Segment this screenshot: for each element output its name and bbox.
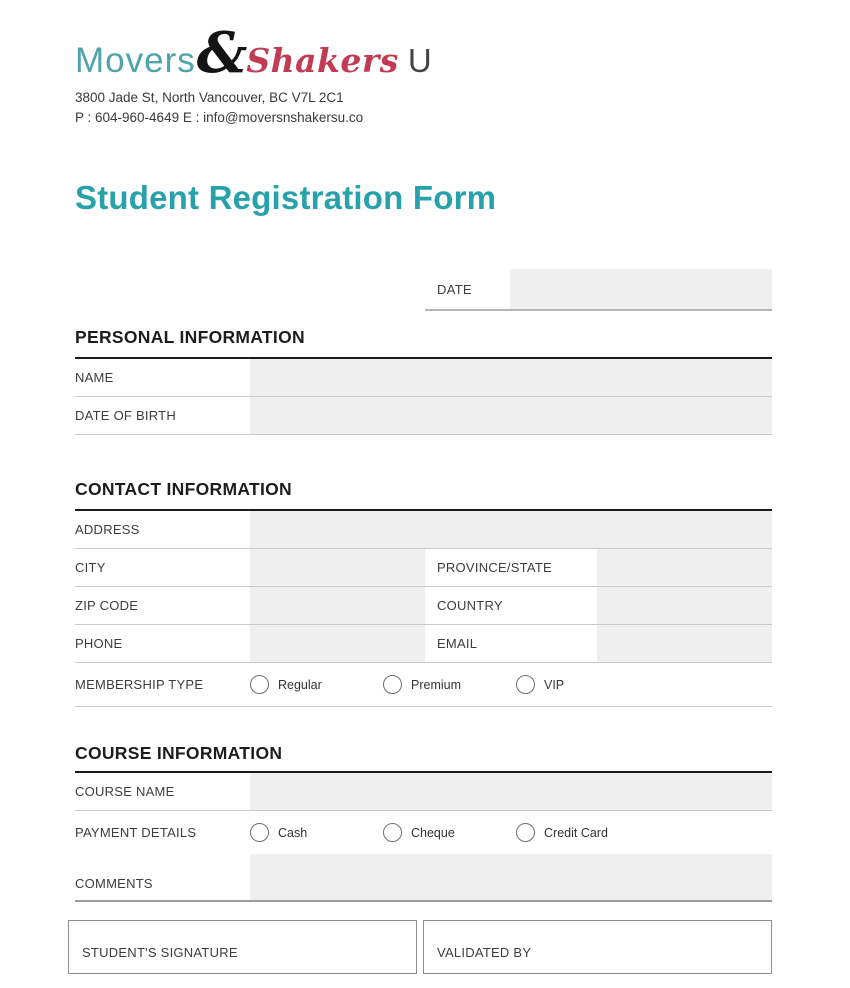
date-of-birth-input[interactable] bbox=[250, 397, 772, 434]
name-input[interactable] bbox=[250, 359, 772, 396]
regular-radio[interactable] bbox=[250, 675, 269, 694]
zip-code-label: ZIP CODE bbox=[75, 598, 139, 614]
logo-u-text: U bbox=[407, 42, 432, 79]
address-line-2: P : 604-960-4649 E : info@moversnshakersu.co bbox=[75, 109, 364, 125]
payment-option-cash bbox=[250, 811, 383, 854]
cheque-radio[interactable] bbox=[383, 823, 402, 842]
course-name-label: COURSE NAME bbox=[75, 784, 175, 800]
premium-radio[interactable] bbox=[383, 675, 402, 694]
course-information-section bbox=[75, 743, 772, 902]
logo-movers-text: Movers bbox=[75, 41, 196, 80]
page-content bbox=[75, 0, 772, 974]
city-input[interactable] bbox=[250, 549, 425, 586]
validated-by-box[interactable] bbox=[423, 920, 772, 974]
email-label: EMAIL bbox=[437, 636, 478, 652]
date-input[interactable] bbox=[510, 269, 772, 309]
logo-ampersand: & bbox=[196, 20, 248, 86]
course-information-heading: COURSE INFORMATION bbox=[75, 743, 283, 764]
email-input[interactable] bbox=[597, 625, 772, 662]
membership-option-regular bbox=[250, 663, 383, 706]
table-row bbox=[75, 397, 772, 435]
address-line-1: 3800 Jade St, North Vancouver, BC V7L 2C1 bbox=[75, 90, 344, 105]
province-state-label: PROVINCE/STATE bbox=[437, 560, 552, 576]
address-input[interactable] bbox=[250, 511, 772, 548]
table-row bbox=[75, 773, 772, 811]
credit-card-radio-label: Credit Card bbox=[544, 825, 608, 840]
course-information-rows bbox=[75, 771, 772, 902]
payment-details-label: PAYMENT DETAILS bbox=[75, 825, 197, 841]
cash-radio-label: Cash bbox=[278, 825, 308, 840]
zip-code-input[interactable] bbox=[250, 587, 425, 624]
contact-information-section bbox=[75, 479, 772, 707]
contact-information-rows bbox=[75, 509, 772, 707]
membership-type-row bbox=[75, 663, 772, 707]
address-label: ADDRESS bbox=[75, 522, 140, 538]
cash-radio[interactable] bbox=[250, 823, 269, 842]
logo-shakers-text: Shakers bbox=[246, 41, 399, 80]
table-row bbox=[75, 587, 772, 625]
vip-radio-label: VIP bbox=[544, 677, 565, 692]
page-title: Student Registration Form bbox=[75, 179, 497, 217]
signature-row bbox=[68, 920, 772, 974]
phone-input[interactable] bbox=[250, 625, 425, 662]
students-signature-label: STUDENT'S SIGNATURE bbox=[82, 945, 238, 961]
date-of-birth-label: DATE OF BIRTH bbox=[75, 408, 176, 424]
country-label: COUNTRY bbox=[437, 598, 503, 614]
cheque-radio-label: Cheque bbox=[411, 825, 455, 840]
credit-card-radio[interactable] bbox=[516, 823, 535, 842]
personal-information-section bbox=[75, 327, 772, 435]
date-label: DATE bbox=[437, 281, 472, 297]
personal-information-rows bbox=[75, 357, 772, 435]
personal-information-heading: PERSONAL INFORMATION bbox=[75, 327, 305, 348]
phone-label: PHONE bbox=[75, 636, 123, 652]
payment-option-credit-card bbox=[516, 811, 649, 854]
membership-option-vip bbox=[516, 663, 649, 706]
vip-radio[interactable] bbox=[516, 675, 535, 694]
membership-type-label: MEMBERSHIP TYPE bbox=[75, 677, 204, 693]
logo bbox=[75, 20, 772, 86]
table-row bbox=[75, 511, 772, 549]
comments-input[interactable] bbox=[250, 854, 772, 900]
table-row bbox=[75, 359, 772, 397]
country-input[interactable] bbox=[597, 587, 772, 624]
province-state-input[interactable] bbox=[597, 549, 772, 586]
table-row bbox=[75, 549, 772, 587]
premium-radio-label: Premium bbox=[411, 677, 462, 692]
table-row bbox=[75, 625, 772, 663]
regular-radio-label: Regular bbox=[278, 677, 322, 692]
students-signature-box[interactable] bbox=[68, 920, 417, 974]
comments-row bbox=[75, 854, 772, 902]
payment-details-row bbox=[75, 811, 772, 854]
city-label: CITY bbox=[75, 560, 106, 576]
name-label: NAME bbox=[75, 370, 114, 386]
payment-option-cheque bbox=[383, 811, 516, 854]
course-name-input[interactable] bbox=[250, 773, 772, 810]
date-row bbox=[425, 269, 772, 311]
company-address bbox=[75, 88, 772, 127]
membership-option-premium bbox=[383, 663, 516, 706]
comments-label: COMMENTS bbox=[75, 876, 153, 892]
validated-by-label: VALIDATED BY bbox=[437, 945, 532, 961]
contact-information-heading: CONTACT INFORMATION bbox=[75, 479, 292, 500]
